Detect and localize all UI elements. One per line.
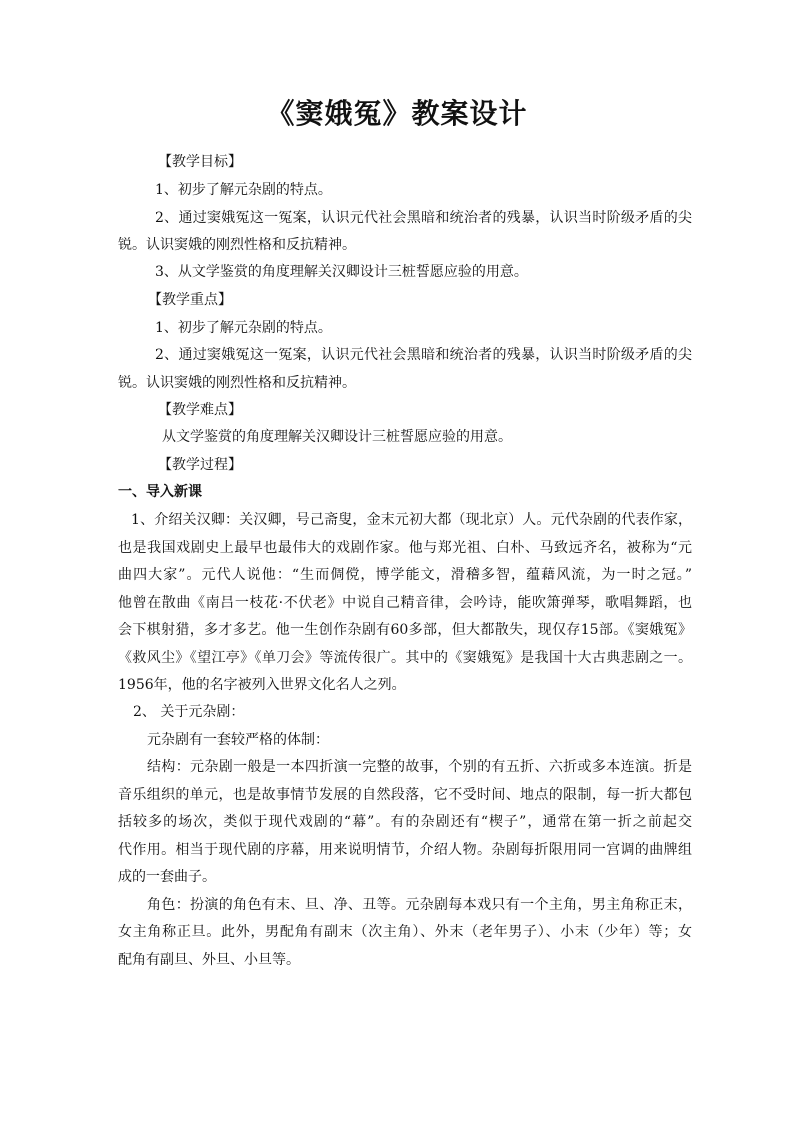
key-point-item: 2、通过窦娥冤这一冤案，认识元代社会黑暗和统治者的残暴，认识当时阶级矛盾的尖 [155,347,692,363]
key-point-item: 1、初步了解元杂剧的特点。 [155,320,332,336]
yuan-zaju-intro: 元杂剧有一套较严格的体制： [147,732,329,748]
key-point-item-continued: 锐。认识窦娥的刚烈性格和反抗精神。 [118,375,356,391]
intro-paragraph-line: 曲四大家”。元代人说他：“生而倜傥，博学能文，滑稽多智，蕴藉风流，为一时之冠。” [118,567,692,583]
document-title: 《窦娥冤》教案设计 [266,97,528,130]
difficulties-heading: 【教学难点】 [158,402,242,418]
intro-paragraph-line: 《救风尘》《望江亭》《单刀会》等流传很广。其中的《窦娥冤》是我国十大古典悲剧之一。 [118,650,692,666]
difficulties-text: 从文学鉴赏的角度理解关汉卿设计三桩誓愿应验的用意。 [162,429,512,445]
roles-paragraph-line: 女主角称正旦。此外，男配角有副末（次主角）、外末（老年男子）、小末（少年）等；女 [118,924,692,940]
intro-paragraph-line: 1、介绍关汉卿：关汉卿，号己斋叟，金末元初大都（现北京）人。元代杂剧的代表作家， [131,512,692,528]
structure-paragraph-line: 音乐组织的单元，也是故事情节发展的自然段落，它不受时间、地点的限制，每一折大都包 [118,787,692,803]
process-heading: 【教学过程】 [158,457,242,473]
objective-item: 2、通过窦娥冤这一冤案，认识元代社会黑暗和统治者的残暴，认识当时阶级矛盾的尖 [155,210,692,226]
key-points-heading: 【教学重点】 [148,292,232,308]
intro-paragraph-line: 他曾在散曲《南吕一枝花·不伏老》中说自己精音律，会吟诗，能吹箫弹琴，歌唱舞蹈，也 [118,595,692,611]
item-yuan-zaju: 2、 关于元杂剧： [133,704,245,720]
objective-item-continued: 锐。认识窦娥的刚烈性格和反抗精神。 [118,237,356,253]
roles-paragraph-line: 角色：扮演的角色有末、旦、净、丑等。元杂剧每本戏只有一个主角，男主角称正末， [147,897,692,913]
structure-paragraph-line: 结构：元杂剧一般是一本四折演一完整的故事，个别的有五折、六折或多本连演。折是 [147,759,692,775]
structure-paragraph-line: 括较多的场次，类似于现代戏剧的“幕”。有的杂剧还有“楔子”，通常在第一折之前起交 [118,814,692,830]
section-heading-intro: 一、导入新课 [118,484,202,500]
intro-paragraph-line: 1956年，他的名字被列入世界文化名人之列。 [118,677,406,693]
objective-item: 3、从文学鉴赏的角度理解关汉卿设计三桩誓愿应验的用意。 [155,264,528,280]
intro-paragraph-line: 会下棋射猎，多才多艺。他一生创作杂剧有60多部，但大都散失，现仅存15部。《窦娥冤》 [118,622,692,638]
intro-paragraph-line: 也是我国戏剧史上最早也最伟大的戏剧作家。他与郑光祖、白朴、马致远齐名，被称为“元 [118,540,692,556]
structure-paragraph-line: 代作用。相当于现代剧的序幕，用来说明情节，介绍人物。杂剧每折限用同一宫调的曲牌组 [118,842,692,858]
structure-paragraph-line: 成的一套曲子。 [118,869,216,885]
objective-item: 1、初步了解元杂剧的特点。 [155,182,332,198]
roles-paragraph-line: 配角有副旦、外旦、小旦等。 [118,952,300,968]
objectives-heading: 【教学目标】 [158,154,242,170]
